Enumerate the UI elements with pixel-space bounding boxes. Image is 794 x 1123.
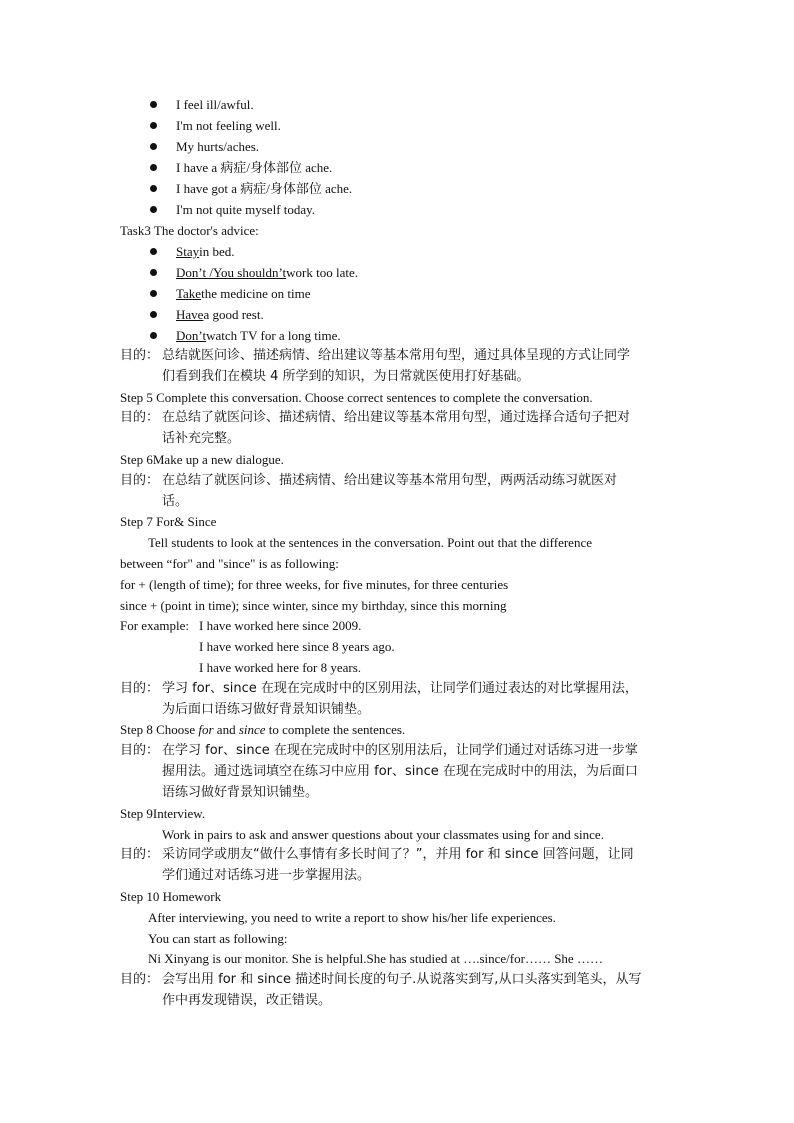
homework-text: You can start as following: xyxy=(148,931,288,946)
purpose-text: 握用法。通过选词填空在练习中应用 for、since 在现在完成时中的用法，为后面口 xyxy=(162,764,638,779)
advice-rest: a good rest. xyxy=(203,307,264,322)
since-rule: since + (point in time); since winter, since my birthday, since this morning xyxy=(120,598,507,613)
bullet-item: I'm not quite myself today. xyxy=(176,202,316,217)
purpose-text: 学习 for、since 在现在完成时中的区别用法，让同学们通过表达的对比掌握用法， xyxy=(162,681,638,696)
step7-text: Tell students to look at the sentences in the conversation. Point out that the difference xyxy=(148,535,592,550)
purpose-label: 目的： xyxy=(120,972,160,987)
purpose-label: 目的： xyxy=(120,348,160,363)
purpose-text: 为后面口语练习做好背景知识铺垫。 xyxy=(162,702,371,717)
purpose-text: 采访同学或朋友“做什么事情有多长时间了？”，并用 for 和 since 回答问题，让同 xyxy=(162,847,634,862)
purpose-text: 话补充完整。 xyxy=(162,431,241,446)
advice-verb: Take xyxy=(176,286,202,301)
advice-verb: Don’t /You shouldn’t xyxy=(176,265,287,280)
bullet-dot xyxy=(150,311,157,318)
advice-item xyxy=(176,328,341,344)
bullet-dot xyxy=(150,101,157,108)
step7-heading: Step 7 For& Since xyxy=(120,514,217,529)
step7-text: between “for" and "since" is as following: xyxy=(120,556,339,571)
bullet-item: I feel ill/awful. xyxy=(176,97,254,112)
bullet-item: I have got a 病症/身体部位 ache. xyxy=(176,181,353,196)
purpose-label: 目的： xyxy=(120,681,160,696)
advice-item xyxy=(176,265,358,281)
bullet-dot xyxy=(150,143,157,150)
purpose-label: 目的： xyxy=(120,473,160,488)
step8-text: Step 8 Choose xyxy=(120,722,199,737)
bullet-dot xyxy=(150,164,157,171)
advice-item xyxy=(176,307,264,323)
for-rule: for + (length of time); for three weeks, for five minutes, for three centuries xyxy=(120,577,509,592)
purpose-text: 在学习 for、since 在现在完成时中的区别用法后，让同学们通过对话练习进一步掌 xyxy=(162,743,638,758)
bullet-dot xyxy=(150,290,157,297)
step8-heading xyxy=(120,722,405,738)
bullet-dot xyxy=(150,206,157,213)
purpose-text: 话。 xyxy=(162,494,189,509)
step9-text: Work in pairs to ask and answer questions about your classmates using for and since. xyxy=(162,827,604,842)
purpose-label: 目的： xyxy=(120,743,160,758)
bullet-item: I have a 病症/身体部位 ache. xyxy=(176,160,333,175)
bullet-dot xyxy=(150,332,157,339)
purpose-text: 们看到我们在模块 4 所学到的知识，为日常就医使用打好基础。 xyxy=(162,369,530,384)
example-label: For example: xyxy=(120,618,189,633)
example-sentence: I have worked here since 2009. xyxy=(199,618,362,633)
step8-since: since xyxy=(238,722,266,737)
bullet-item: I'm not feeling well. xyxy=(176,118,281,133)
homework-text: Ni Xinyang is our monitor. She is helpful.She has studied at ….since/for…… She …… xyxy=(148,951,603,966)
advice-verb: Stay xyxy=(176,244,200,259)
bullet-dot xyxy=(150,185,157,192)
purpose-text: 学们通过对话练习进一步掌握用法。 xyxy=(162,868,371,883)
purpose-label: 目的： xyxy=(120,410,160,425)
advice-rest: the medicine on time xyxy=(201,286,311,301)
advice-verb: Don’t xyxy=(176,328,207,343)
step9-heading: Step 9Interview. xyxy=(120,806,206,821)
example-sentence: I have worked here for 8 years. xyxy=(199,660,362,675)
step8-and: and xyxy=(213,722,239,737)
purpose-text: 会写出用 for 和 since 描述时间长度的句子.从说落实到写,从口头落实到笔头，从写 xyxy=(162,972,642,987)
bullet-dot xyxy=(150,269,157,276)
advice-rest: work too late. xyxy=(286,265,359,280)
task3-heading: Task3 The doctor's advice: xyxy=(120,223,259,238)
advice-verb: Have xyxy=(176,307,204,322)
step5-heading: Step 5 Complete this conversation. Choose correct sentences to complete the conversation. xyxy=(120,390,593,405)
bullet-item: My hurts/aches. xyxy=(176,139,260,154)
purpose-text: 总结就医问诊、描述病情、给出建议等基本常用句型，通过具体呈现的方式让同学 xyxy=(162,348,631,363)
step8-for: for xyxy=(198,722,214,737)
bullet-dot xyxy=(150,122,157,129)
step10-heading: Step 10 Homework xyxy=(120,889,222,904)
advice-item xyxy=(176,244,235,260)
advice-rest: in bed. xyxy=(199,244,235,259)
step6-heading: Step 6Make up a new dialogue. xyxy=(120,452,284,467)
advice-rest: watch TV for a long time. xyxy=(206,328,341,343)
purpose-text: 作中再发现错误，改正错误。 xyxy=(162,993,332,1008)
purpose-text: 语练习做好背景知识铺垫。 xyxy=(162,785,319,800)
bullet-dot xyxy=(150,248,157,255)
purpose-text: 在总结了就医问诊、描述病情、给出建议等基本常用句型，两两活动练习就医对 xyxy=(162,473,618,488)
example-sentence: I have worked here since 8 years ago. xyxy=(199,639,395,654)
advice-item xyxy=(176,286,310,302)
step8-text: to complete the sentences. xyxy=(265,722,406,737)
purpose-text: 在总结了就医问诊、描述病情、给出建议等基本常用句型，通过选择合适句子把对 xyxy=(162,410,631,425)
purpose-label: 目的： xyxy=(120,847,160,862)
homework-text: After interviewing, you need to write a report to show his/her life experiences. xyxy=(148,910,556,925)
